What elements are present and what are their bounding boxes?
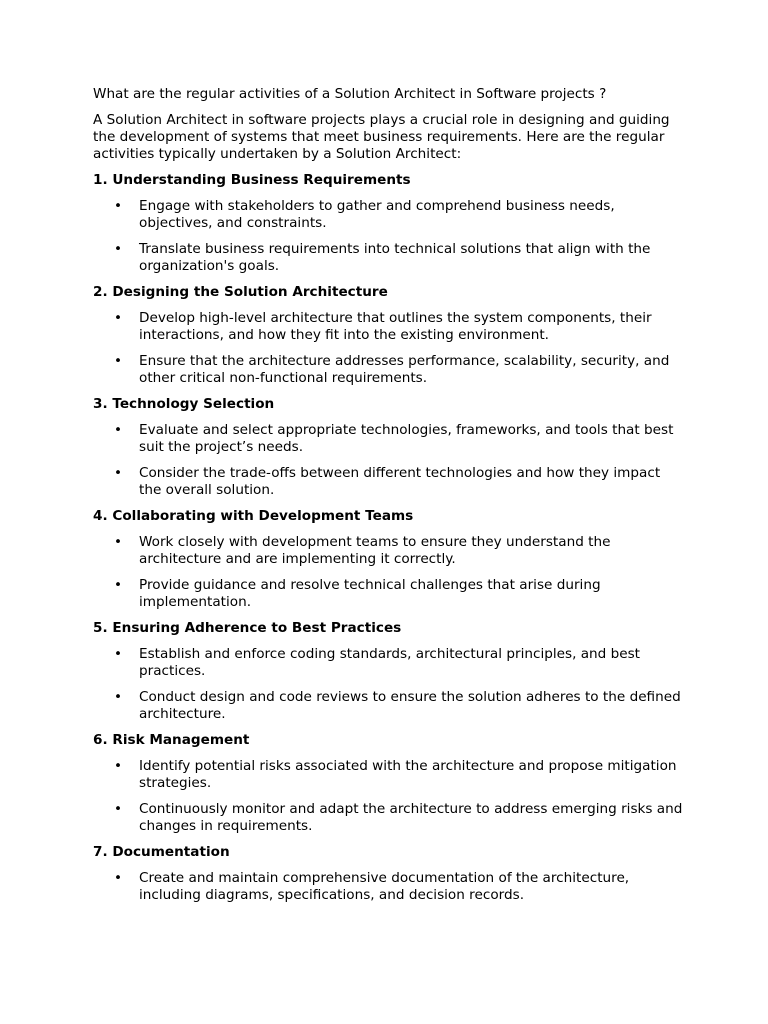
intro-paragraph: A Solution Architect in software projects plays a crucial role in designing and guiding the development of systems that meet business requirements. Here are the regular activities typically undertaken by a Solution Architect: (93, 112, 670, 162)
section-title: 4. Collaborating with Development Teams (93, 508, 414, 524)
bullet-icon: • (114, 198, 123, 214)
list-item (93, 577, 683, 611)
section-title: 7. Documentation (93, 844, 230, 860)
bullet-list (93, 646, 683, 723)
list-item-text: Develop high-level architecture that outlines the system components, their interactions, and how they fit into the existing environment. (139, 310, 652, 343)
list-item-text: Consider the trade-offs between different technologies and how they impact the overall solution. (139, 465, 661, 498)
list-item (93, 801, 683, 835)
list-item (93, 198, 683, 232)
bullet-list (93, 758, 683, 835)
list-item (93, 870, 683, 904)
list-item-text: Continuously monitor and adapt the architecture to address emerging risks and changes in requirements. (139, 801, 683, 834)
list-item-text: Engage with stakeholders to gather and comprehend business needs, objectives, and constraints. (139, 198, 615, 231)
section (93, 732, 683, 835)
list-item-text: Conduct design and code reviews to ensure the solution adheres to the defined architecture. (139, 689, 681, 722)
list-item (93, 353, 683, 387)
bullet-list (93, 198, 683, 275)
list-item (93, 534, 683, 568)
bullet-icon: • (114, 310, 123, 326)
bullet-icon: • (114, 646, 123, 662)
list-item (93, 646, 683, 680)
bullet-icon: • (114, 801, 123, 817)
bullet-list (93, 422, 683, 499)
bullet-list (93, 310, 683, 387)
list-item (93, 689, 683, 723)
list-item-text: Work closely with development teams to ensure they understand the architecture and are implementing it correctly. (139, 534, 611, 567)
sections-container (93, 172, 683, 904)
section (93, 844, 683, 904)
bullet-icon: • (114, 758, 123, 774)
list-item-text: Translate business requirements into technical solutions that align with the organization's goals. (139, 241, 651, 274)
question-heading: What are the regular activities of a Solution Architect in Software projects ? (93, 86, 607, 102)
list-item-text: Establish and enforce coding standards, architectural principles, and best practices. (139, 646, 641, 679)
section (93, 172, 683, 275)
list-item-text: Identify potential risks associated with the architecture and propose mitigation strategies. (139, 758, 677, 791)
bullet-list (93, 534, 683, 611)
bullet-icon: • (114, 870, 123, 886)
list-item-text: Create and maintain comprehensive documentation of the architecture, including diagrams, specifications, and decision records. (139, 870, 630, 903)
document-page (93, 86, 683, 913)
bullet-icon: • (114, 577, 123, 593)
list-item-text: Provide guidance and resolve technical challenges that arise during implementation. (139, 577, 601, 610)
section-title: 2. Designing the Solution Architecture (93, 284, 388, 300)
section-title: 3. Technology Selection (93, 396, 275, 412)
section (93, 508, 683, 611)
bullet-icon: • (114, 465, 123, 481)
bullet-icon: • (114, 353, 123, 369)
list-item (93, 422, 683, 456)
section-title: 5. Ensuring Adherence to Best Practices (93, 620, 402, 636)
list-item-text: Ensure that the architecture addresses performance, scalability, security, and other critical non-functional requirements. (139, 353, 670, 386)
bullet-icon: • (114, 422, 123, 438)
bullet-icon: • (114, 534, 123, 550)
bullet-icon: • (114, 241, 123, 257)
section-title: 1. Understanding Business Requirements (93, 172, 411, 188)
list-item (93, 758, 683, 792)
section-title: 6. Risk Management (93, 732, 250, 748)
bullet-icon: • (114, 689, 123, 705)
list-item-text: Evaluate and select appropriate technologies, frameworks, and tools that best suit the project’s needs. (139, 422, 674, 455)
list-item (93, 310, 683, 344)
section (93, 284, 683, 387)
section (93, 620, 683, 723)
list-item (93, 241, 683, 275)
list-item (93, 465, 683, 499)
section (93, 396, 683, 499)
bullet-list (93, 870, 683, 904)
